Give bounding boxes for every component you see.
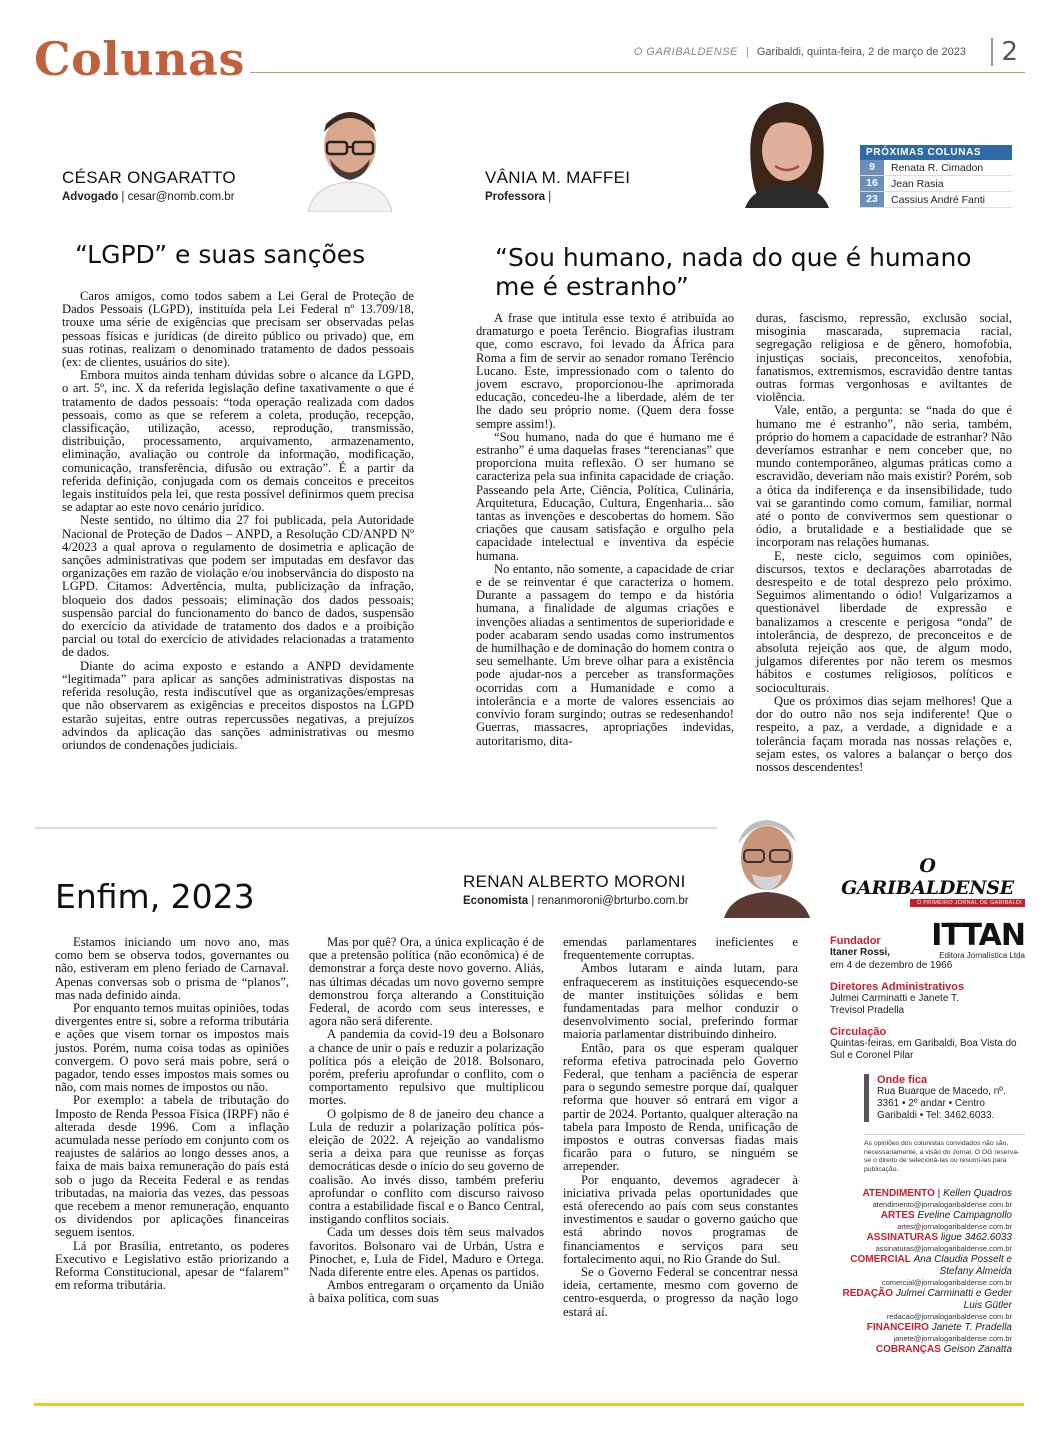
- dateline: O GARIBALDENSE | Garibaldi, quinta-feira, 2 de março de 2023: [633, 46, 966, 58]
- editorial-note: As opiniões dos colunistas convidados não são, necessariamente, a visão do Jornal. O OG reserva-se o direito de selecioná-las ou resumi-las para publicação.: [864, 1134, 1025, 1174]
- paragraph: Neste sentido, no último dia 27 foi publicada, pela Autoridade Nacional de Proteção de Dados – ANPD, a Resolução CD/ANPD Nº 4/2023 a qual aprova o regulamento de dosimetria e aplicação de sanções administrativas que podem ser imputadas em desfavor das organizações em razão de violação e/ou inobservância do disposto na LGPD. Citamos: Advertência, multa, publicização da infração, bloqueio dos dados pessoais; eliminação dos dados pessoais; suspensão parcial do funcionamento do banco de dados, suspensão do exercício da atividade de tratamento dos dados e a proibição parcial ou total do exercício de atividades relacionadas a tratamento de dados.: [62, 513, 414, 660]
- article-enfim-col-b: [309, 936, 544, 1306]
- section-title: Colunas: [34, 32, 245, 86]
- author-photo-cesar: [300, 104, 398, 212]
- fundador-name: Itaner Rossi,: [830, 947, 891, 958]
- paragraph: Ambos lutaram e ainda lutam, para enfraquecerem as instituições esquecendo-se de manter instituições sólidas e bem fundamentadas para melhor conduzir o desenvolvimento social, preferindo formar maioria parlamentar distribuindo dinheiro.: [563, 961, 798, 1042]
- paragraph: Por enquanto, devemos agradecer à iniciativa privada pelas oportunidades que está oferecendo ao país com seus constantes investimentos e saudar o governo gaúcho que está abrindo novos programas de financiamentos e serviços para seu fortalecimento aqui, no Rio Grande do Sul.: [563, 1172, 798, 1266]
- contact-financeiro: FINANCEIRO Janete T. Pradella janete@jornalogaribaldense.com.br: [866, 1322, 1012, 1343]
- proximas-item: 16 Jean Rasia: [860, 176, 1012, 192]
- contact-cobrancas: COBRANÇAS Geison Zanatta: [875, 1344, 1012, 1355]
- paragraph: “Sou humano, nada do que é humano me é estranho” é uma daquelas frases “terencianas” que proporciona muita reflexão. O ser humano se caracteriza pela sua infinita capacidade de criação. Passeando pela Arte, Ciência, Política, Culinária, Arquitetura, Educação, Cultura, Engenharia... são tantas as invenções e descobertas do homem. São criações que causam satisfação e orgulho pela capacidade intelectual e inventiva da espécie humana.: [476, 429, 734, 563]
- fundador-label: Fundador: [830, 935, 881, 947]
- contact-assinaturas: ASSINATURAS ligue 3462.6033 assinaturas@jornalogaribaldense.com.br: [866, 1232, 1012, 1253]
- ittan-sub: Editora Jornalística Ltda: [939, 951, 1025, 960]
- proximas-colunas: [860, 145, 1012, 208]
- article-lgpd: [62, 290, 414, 752]
- expediente: [830, 855, 1025, 1174]
- author-name-cesar: CÉSAR ONGARATTO: [62, 168, 236, 187]
- paragraph: No entanto, não somente, a capacidade de criar e de se reinventar é que caracteriza o homem. Durante a passagem do tempo e da história humana, a finalidade de algumas criações e invenções aliadas a sentimentos de superioridade e poder acabaram sendo usadas como instrumentos de humilhação e de dominação do homem contra o seu semelhante. Um breve olhar para a existência pode ajudar-nos a perceber as transformações ocorridas com a Humanidade e como a intolerância e a morte de valores essenciais ao convívio foram surgindo; outras se redesenhando! Guerras, massacres, apropriações indevidas, autoritarismo, dita-: [476, 561, 734, 748]
- onde-text: Rua Buarque de Macedo, nº. 3361 • 2º andar • Centro Garibaldi • Tel: 3462.6033.: [877, 1086, 1006, 1121]
- paragraph: Então, para os que esperam qualquer reforma efetiva patrocinada pelo Governo Federal, que tenham a paciência de esperar para o segundo semestre porque daí, qualquer reforma que houver só entrará em vigor a partir de 2024. Portanto, qualquer alteração na tabela para Imposto de Renda, unificação de impostos e outras conversas fiadas mais ficarão para o futuro, se ninguém se arrepender.: [563, 1040, 798, 1174]
- article-enfim-col-c: [563, 936, 798, 1319]
- article-humano-col-b: [756, 312, 1012, 774]
- paragraph: Que os próximos dias sejam melhores! Que a dor do outro não nos seja indiferente! Que o respeito, a paz, a verdade, a dignidade e a tolerância façam morada nas nossas relações e, sejam estes, os valores a balançar o berço dos nossos descendentes!: [756, 693, 1012, 774]
- contact-artes: ARTES Eveline Campagnollo artes@jornalogaribaldense.com.br: [880, 1210, 1012, 1231]
- headline-enfim: Enfim, 2023: [55, 877, 255, 916]
- paragraph: Por enquanto temos muitas opiniões, todas divergentes entre si, sobre a reforma tributária e ações que visem tornar os impostos mais justos. Porém, numa coisa todas as opiniões convergem. O povo será mais pobre, será o pagador, tendo esses impostos mais somes ou não, com mais nomes de impostos ou não.: [55, 1001, 289, 1095]
- author-name-vania: VÂNIA M. MAFFEI: [485, 168, 631, 187]
- contact-comercial: COMERCIAL Ana Claudia Posselt e Stefany Almeida comercial@jornalogaribaldense.com.br: [850, 1254, 1012, 1287]
- paragraph: Embora muitos ainda tenham dúvidas sobre o alcance da LGPD, o art. 5º, inc. X da referida legislação define taxativamente o que é tratamento de dados pessoais: “toda operação realizada com dados pessoais, como as que se referem a coleta, produção, recepção, classificação, utilização, acesso, reprodução, transmissão, distribuição, processamento, arquivamento, armazenamento, eliminação, avaliação ou controle da informação, modificação, comunicação, transferência, difusão ou extração”. É a partir da referida definição, conjugada com os demais conceitos e preceitos legais instituídos pela lei, que resta possível definirmos quem precisa se adaptar ao este novo cenário jurídico.: [62, 368, 414, 515]
- paragraph: Cada um desses dois têm seus malvados favoritos. Bolsonaro vai de Urbán, Ustra e Pinochet, e, Lula de Fidel, Maduro e Ortega. Nada diferente entre eles. Apenas os partidos.: [309, 1225, 544, 1280]
- paragraph: E, neste ciclo, seguimos com opiniões, discursos, textos e declarações abarrotadas de desrespeito e de total desprezo pelo próximo. Seguimos alimentando o ódio! Vulgarizamos a questionável liberdade de expressão e banalizamos a crescente e perigosa “onda” de intolerância, de desprezo, de preconceitos e de absoluta rejeição aos que, de algum modo, julgamos diferentes por não terem os mesmos hábitos e costumes religiosos, políticos e socioculturais.: [756, 548, 1012, 695]
- author-photo-vania: [735, 96, 837, 208]
- page-number: 2: [991, 38, 1018, 66]
- author-name-renan: RENAN ALBERTO MORONI: [463, 872, 686, 891]
- newspaper-tagline: O PRIMEIRO JORNAL DE GARIBALDI: [910, 899, 1025, 907]
- paragraph: Mas por quê? Ora, a única explicação é de que a pretensão política (não econômica) é de demonstrar a força deste novo governo. Aliás, nas últimas décadas um novo governo sempre demonstrou força alterando a Constituição Federal, de acordo com seus interesses, e agora não será diferente.: [309, 935, 544, 1029]
- contacts: [830, 1188, 1012, 1356]
- paragraph: Diante do acima exposto e estando a ANPD devidamente “legitimada” para aplicar as sanções administrativas dispostas na referida resolução, resta indiscutível que as organizações/empresas que não observarem as exigências e preceitos dispostos na LGPD estarão sujeitas, entre outras repercussões negativas, a prejuízos advindos da aplicação das sanções administrativas ou mesmo oriundos de condenações judiciais.: [62, 658, 414, 752]
- author-photo-renan: [718, 808, 816, 918]
- paragraph: Ambos entregaram o orçamento da União à baixa política, com suas: [309, 1278, 544, 1306]
- paragraph: O golpismo de 8 de janeiro deu chance a Lula de reduzir a polarização política pós-eleição de 2022. A rejeição ao vandalismo seria a deixa para que reunisse as forças democráticas desde o início do seu governo de coalisão. Ao invés disso, também preferiu aprofundar o conflito com discurso raivoso contra a estabilidade fiscal e o Banco Central, instigando conflitos sociais.: [309, 1106, 544, 1227]
- newspaper-logo: O GARIBALDENSE: [841, 855, 1014, 899]
- proximas-item: 23 Cassius André Fanti: [860, 192, 1012, 208]
- proximas-item: 9 Renata R. Cimadon: [860, 160, 1012, 176]
- footer-rule: [34, 1403, 1024, 1406]
- proximas-title: PRÓXIMAS COLUNAS: [860, 145, 1012, 160]
- headline-lgpd: “LGPD” e suas sanções: [75, 240, 366, 269]
- paragraph: A frase que intitula esse texto é atribuída ao dramaturgo e poeta Terêncio. Biografias ilustram que, como escravo, foi levado da África para Roma a fim de servir ao senador romano Terêncio Lucano. Este, impressionado com o talento do jovem escravo, proporcionou-lhe aprimorada educação, concedeu-lhe a liberdade, além de ter lhe dado seu próprio nome. (Quem dera fosse sempre assim!).: [476, 311, 734, 431]
- paragraph: emendas parlamentares ineficientes e frequentemente corruptas.: [563, 935, 798, 963]
- circulacao-text: Quintas-feiras, em Garibaldi, Boa Vista do Sul e Coronel Pilar: [830, 1038, 1017, 1061]
- author-role-renan: Economista | renanmoroni@brturbo.com.br: [463, 895, 689, 907]
- circulacao-label: Circulação: [830, 1026, 887, 1038]
- section-divider: [34, 827, 814, 829]
- paragraph: Vale, então, a pergunta: se “nada do que é humano me é estranho”, não seria, também, próprio do homem a capacidade de estranhar? Não deveríamos estranhar e nem conceber que, no mundo contemporâneo, algumas práticas como a escravidão, deveriam não mais existir? Porém, sob a ótica da indiferença e da insensibilidade, tudo vai se garantindo como comum, familiar, normal até o ponto de convivermos sem questionar o ódio, a brutalidade e a bestialidade que se incorporam nas relações humanas.: [756, 403, 1012, 550]
- author-role-cesar: Advogado | cesar@nomb.com.br: [62, 191, 235, 203]
- article-enfim-col-a: [55, 936, 289, 1292]
- paragraph: Por exemplo: a tabela de tributação do Imposto de Renda Pessoa Física (IRPF) não é alterada desde 1996. Com a inflação acumulada nesse período em conjunto com os reajustes de salários ao longo desses anos, a faixa de mais baixa remuneração do país está sob o jugo da Receita Federal e as rendas tributadas, na maioria das vezes, das pessoas que recebem a menor remuneração, enquanto os dividendos por aplicações financeiras seguem isentos.: [55, 1093, 289, 1240]
- article-humano-col-a: [476, 312, 734, 748]
- paragraph: duras, fascismo, repressão, exclusão social, misoginia mascarada, supremacia racial, segregação religiosa e de gênero, homofobia, injustiças sociais, preconceitos, xenofobia, fanatismos, extremismos, escravidão dentre tantas outras formas vergonhosas e aviltantes de violência.: [756, 311, 1012, 405]
- header-brand: O GARIBALDENSE: [633, 46, 738, 58]
- paragraph: Lá por Brasília, entretanto, os poderes Executivo e Legislativo estão priorizando a Reforma Constitucional, apesar de “falarem” em reforma tributária.: [55, 1238, 289, 1293]
- onde-label: Onde fica: [877, 1074, 928, 1086]
- author-role-vania: Professora |: [485, 191, 552, 203]
- ittan-logo: ITTAN: [931, 918, 1025, 953]
- headline-humano: “Sou humano, nada do que é humano me é estranho”: [495, 243, 972, 301]
- paragraph: Se o Governo Federal se concentrar nessa ideia, certamente, mesmo com governo de centro-esquerda, o progresso da nação logo estará aí.: [563, 1265, 798, 1319]
- paragraph: Caros amigos, como todos sabem a Lei Geral de Proteção de Dados Pessoais (LGPD), instituída pela Lei Federal nº 13.709/18, trouxe uma série de exigências que precisam ser observadas pelas pessoas físicas e jurídicas (de direito público ou privado) que, em suas rotinas, realizam o denominado tratamento de dados pessoais (ex: de clientes, usuários do site).: [62, 289, 414, 370]
- paragraph: A pandemia da covid-19 deu a Bolsonaro a chance de unir o país e reduzir a polarização política pós a eleição de 2018. Bolsonaro, porém, preferiu aprofundar o conflito, com o comportamento repulsivo que multiplicou mortes.: [309, 1027, 544, 1108]
- fundador-date: em 4 de dezembro de 1966: [830, 960, 953, 971]
- paragraph: Estamos iniciando um novo ano, mas como bem se observa todos, governantes ou não, estiveram em pleno feriado de Carnaval. Apenas conversas sob o prisma de “planos”, mas nada definido ainda.: [55, 935, 289, 1002]
- header-rule: [250, 72, 1025, 73]
- diretores-label: Diretores Administrativos: [830, 981, 965, 993]
- header-date: Garibaldi, quinta-feira, 2 de março de 2023: [756, 46, 966, 58]
- diretores-text: Julmei Carminatti e Janete T. Trevisol Pradella: [830, 993, 959, 1016]
- contact-atendimento: ATENDIMENTO | Kellen Quadros atendimento@jornalogaribaldense.com.br: [862, 1188, 1012, 1209]
- contact-redacao: REDAÇÃO Julmei Carminatti e Geder Luis Gütler redacao@jornalogaribaldense.com.br: [842, 1288, 1012, 1321]
